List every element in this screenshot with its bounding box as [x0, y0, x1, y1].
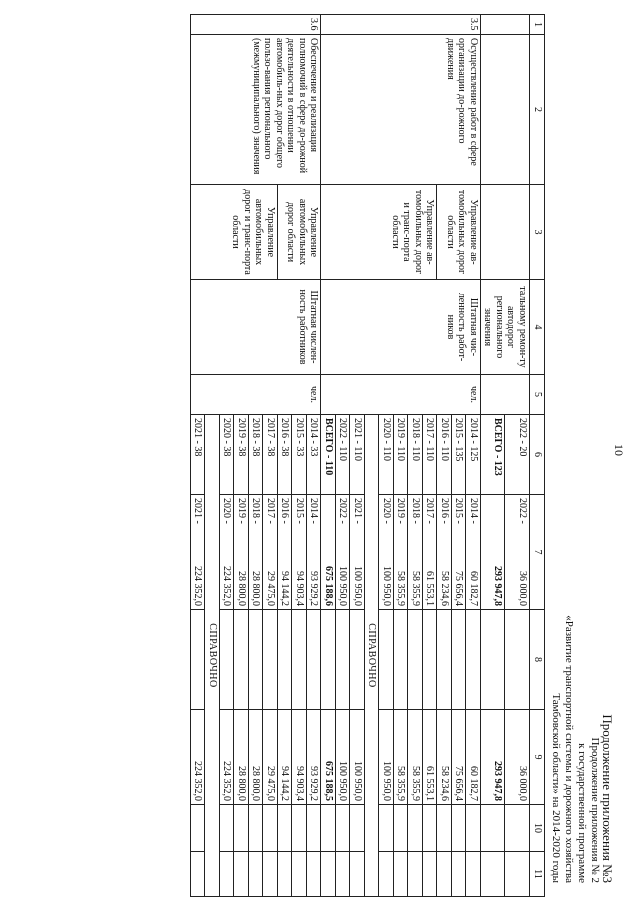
indicator-year-value: 2015 - 33 — [292, 415, 307, 495]
executor: Управление ав-томобильных дорог области — [437, 185, 481, 280]
indicator-year-value: 2015 - 135 — [452, 415, 467, 495]
col-number: 1 — [530, 15, 545, 35]
finance-year-label: 2019 - 28 800,0 — [234, 495, 249, 610]
program-table — [190, 14, 545, 897]
indicator-year-value: 2014 - 33 — [307, 415, 322, 495]
finance-year-label: 2019 - 58 355,9 — [394, 495, 409, 610]
header-line-2: Продолжение приложения № 2 — [589, 737, 601, 883]
finance-value: 28 800,0 — [249, 710, 264, 805]
header-line-4: «Развитие транспортной системы и дорожного хозяйства — [563, 615, 575, 883]
indicator-name: Штатная чис-ленность работ-ников — [321, 280, 481, 375]
executor: Управление ав-томобильных дорог и транс-порта области — [321, 185, 437, 280]
item-name: Обеспечение и реализация полномочий в сфере до-рожной деятельности в отношении автомобиль-ных дорог общего пользо-вания регионального (межмуниципального) значения — [191, 35, 322, 185]
finance-year-label: 2017 - 29 475,0 — [263, 495, 278, 610]
total-value: 293 947,8 — [481, 495, 506, 610]
indicator-year-value: 2020 - 38 — [220, 415, 235, 495]
total-value: 293 947,8 — [481, 710, 506, 805]
finance-value: 36 000,0 — [505, 710, 530, 805]
finance-year-label: 2020 - 100 950,0 — [379, 495, 394, 610]
indicator-year-value: 2019 - 110 — [394, 415, 409, 495]
table-row — [307, 15, 322, 897]
reference-label: СПРАВОЧНО — [205, 415, 220, 897]
unit: чел. — [191, 375, 322, 415]
col-number: 7 — [530, 495, 545, 610]
finance-value: 58 234,6 — [437, 710, 452, 805]
item-number: 3.5 — [321, 15, 481, 35]
col-number: 2 — [530, 35, 545, 185]
finance-year-label: 2018 - 28 800,0 — [249, 495, 264, 610]
col-number: 8 — [530, 610, 545, 710]
finance-value: 93 929,2 — [307, 710, 322, 805]
indicator-tail: тальному ремон-ту автодорог регионального значения — [481, 280, 530, 375]
finance-year-label: 2021 - 224 352,0 — [191, 495, 206, 610]
header-line-5: Тамбовской области» на 2014-2020 годы — [550, 693, 562, 883]
appendix-header — [549, 543, 614, 883]
executor: Управление автомобильных дорог и транс-порта области — [191, 185, 278, 280]
finance-year-label: 2018 - 58 355,9 — [408, 495, 423, 610]
indicator-year-value: 2022 - 20 — [505, 415, 530, 495]
indicator-year-value: 2018 - 38 — [249, 415, 264, 495]
col-number: 9 — [530, 710, 545, 805]
page-number: 10 — [612, 444, 626, 456]
col-number: 10 — [530, 805, 545, 852]
finance-value: 29 475,0 — [263, 710, 278, 805]
finance-value: 58 355,9 — [394, 710, 409, 805]
indicator-year-value: 2017 - 110 — [423, 415, 438, 495]
finance-year-label: 2020 - 224 352,0 — [220, 495, 235, 610]
col-number: 4 — [530, 280, 545, 375]
finance-year-label: 2014 - 93 929,2 — [307, 495, 322, 610]
finance-year-label: 2016 - 94 144,2 — [278, 495, 293, 610]
col-number: 6 — [530, 415, 545, 495]
indicator-year-value: 2016 - 38 — [278, 415, 293, 495]
finance-year-label: 2015 - 75 656,4 — [452, 495, 467, 610]
table-row — [505, 15, 530, 897]
indicator-year-value: 2021 - 38 — [191, 415, 206, 495]
header-line-1: Продолжение приложения №3 — [600, 714, 615, 883]
table-row — [466, 15, 481, 897]
indicator-year-value: 2016 - 110 — [437, 415, 452, 495]
reference-label: СПРАВОЧНО — [365, 415, 380, 897]
finance-value: 224 352,0 — [220, 710, 235, 805]
total-value: 675 188,5 — [321, 710, 336, 805]
finance-value: 28 800,0 — [234, 710, 249, 805]
item-number: 3.6 — [191, 15, 322, 35]
indicator-year-value: 2014 - 125 — [466, 415, 481, 495]
finance-year-label: 2021 - 100 950,0 — [350, 495, 365, 610]
header-line-3: к государственной программе — [576, 743, 588, 883]
item-name: Осуществление работ в сфере организации до-рожного движения — [321, 35, 481, 185]
indicator-year-value: 2018 - 110 — [408, 415, 423, 495]
executor: Управление автомобильных дорог области — [278, 185, 322, 280]
finance-value: 100 950,0 — [379, 710, 394, 805]
total-label: ВСЕГО - 110 — [321, 415, 336, 495]
finance-value: 94 144,2 — [278, 710, 293, 805]
finance-year-label: 2015 - 94 903,4 — [292, 495, 307, 610]
finance-year-label: 2022 - 100 950,0 — [336, 495, 351, 610]
finance-value: 224 352,0 — [191, 710, 206, 805]
finance-value: 58 355,9 — [408, 710, 423, 805]
col-number: 11 — [530, 852, 545, 897]
unit: чел. — [321, 375, 481, 415]
col-number: 3 — [530, 185, 545, 280]
finance-value: 60 182,7 — [466, 710, 481, 805]
finance-year-label: 2017 - 61 553,1 — [423, 495, 438, 610]
finance-year-label: 2016 - 58 234,6 — [437, 495, 452, 610]
finance-value: 61 553,1 — [423, 710, 438, 805]
finance-year-label: 2014 - 60 182,7 — [466, 495, 481, 610]
indicator-year-value: 2020 - 110 — [379, 415, 394, 495]
indicator-name: Штатная числен-ность работников — [191, 280, 322, 375]
finance-year-label: 2022 - 36 000,0 — [505, 495, 530, 610]
finance-value: 100 950,0 — [336, 710, 351, 805]
indicator-year-value: 2019 - 38 — [234, 415, 249, 495]
total-label: ВСЕГО - 123 — [481, 415, 506, 495]
indicator-year-value: 2017 - 38 — [263, 415, 278, 495]
col-number: 5 — [530, 375, 545, 415]
column-numbers-row — [530, 15, 545, 897]
finance-value: 100 950,0 — [350, 710, 365, 805]
finance-value: 75 656,4 — [452, 710, 467, 805]
indicator-year-value: 2021 - 110 — [350, 415, 365, 495]
indicator-year-value: 2022 - 110 — [336, 415, 351, 495]
finance-value: 94 903,4 — [292, 710, 307, 805]
total-value: 675 188,6 — [321, 495, 336, 610]
